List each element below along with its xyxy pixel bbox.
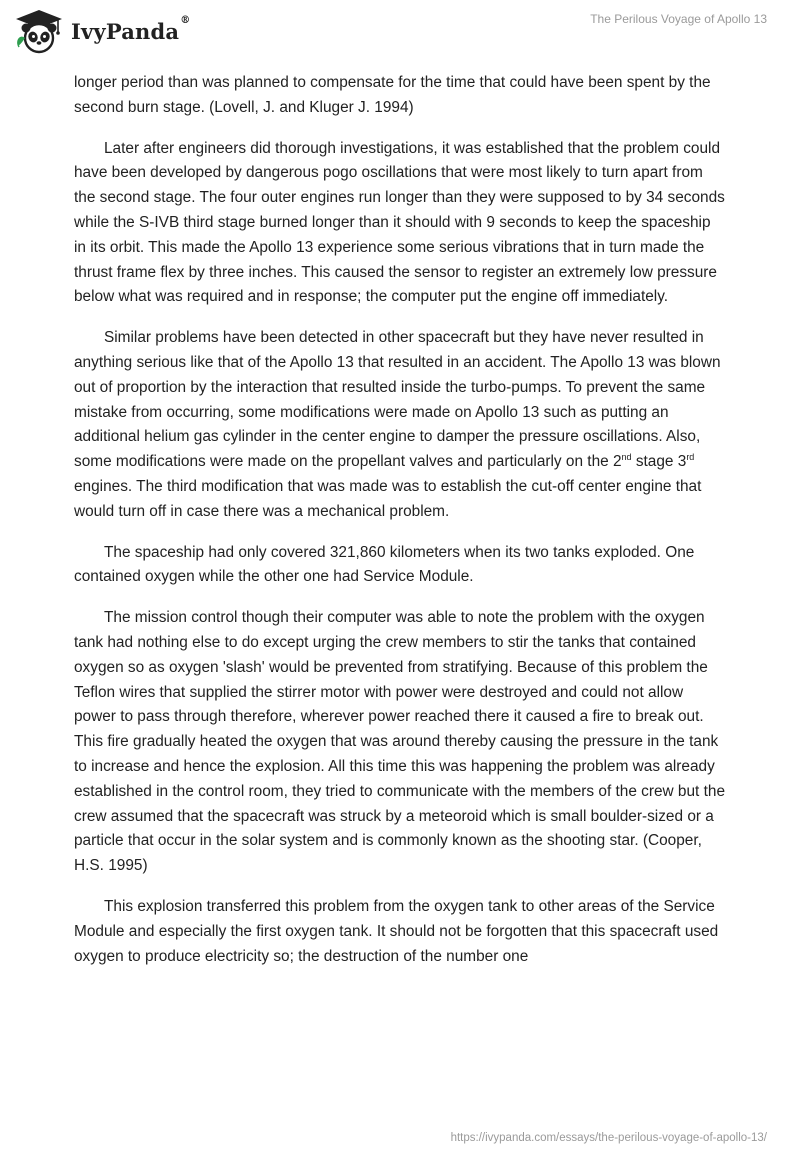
paragraph-3-text-c: engines. The third modification that was made was to establish the cut-off center engine that would turn off in case there was a mechanical problem.: [74, 477, 702, 520]
ordinal-superscript-nd: nd: [621, 452, 632, 463]
paragraph-6: This explosion transferred this problem from the oxygen tank to other areas of the Service Module and especially the first oxygen tank. It should not be forgotten that this spacecraft used oxygen to produce electricity so; the destruction of the number one: [74, 897, 719, 965]
paragraph-3-text-a: Similar problems have been detected in other spacecraft but they have never resulted in anything serious like that of the Apollo 13 that resulted in an accident. The Apollo 13 was blown out of proportion by the interaction that resulted inside the turbo-pumps. To prevent the same mistake from occurring, some modifications were made on Apollo 13 such as putting an additional helium gas cylinder in the center engine to damper the pressure oscillations. Also, some modifications were made on the propellant valves and particularly on the 2: [74, 329, 721, 471]
paragraph-1: longer period than was planned to compensate for the time that could have been spent by the second burn stage. (Lovell, J. and Kluger J. 1994): [74, 74, 711, 116]
brand-logo[interactable]: [14, 8, 190, 54]
source-url-link[interactable]: https://ivypanda.com/essays/the-perilous-voyage-of-apollo-13/: [450, 1132, 767, 1144]
brand-name: IvyPanda®: [71, 14, 191, 44]
paragraph-3: [74, 326, 726, 524]
page-header: [0, 0, 800, 64]
ordinal-superscript-rd: rd: [686, 452, 695, 463]
panda-graduation-cap-icon: [14, 8, 64, 54]
paragraph-3-text-b: stage 3: [631, 453, 687, 471]
paragraph-5: The mission control though their computer was able to note the problem with the oxygen tank had nothing else to do except urging the crew members to stir the tanks that contained oxygen so as oxygen 'slash' would be prevented from stratifying. Because of this problem the Teflon wires that supplied the stirrer motor with power were destroyed and could not allow power to pass through therefore, wherever power reached there it caused a fire to break out. This fire gradually heated the oxygen that was around thereby causing the pressure in the tank to increase and hence the explosion. All this time this was happening the problem was already established in the control room, they tried to communicate with the members of the crew but the crew assumed that the spacecraft was struck by a meteoroid which is small boulder-sized or a particle that occur in the solar system and is commonly known as the shooting star. (Cooper, H.S. 1995): [74, 609, 725, 875]
essay-body: [74, 71, 726, 985]
paragraph-2: Later after engineers did thorough investigations, it was established that the problem could have been developed by dangerous pogo oscillations that were most likely to turn apart from the second stage. The four outer engines run longer than they were supposed to by 34 seconds while the S-IVB third stage burned longer than it should with 9 seconds to keep the spaceship in its orbit. This made the Apollo 13 experience some serious vibrations that in turn made the thrust frame flex by three inches. This caused the sensor to register an extremely low pressure below what was required and in response; the computer put the engine off immediately.: [74, 139, 725, 306]
document-title: The Perilous Voyage of Apollo 13: [590, 12, 767, 26]
paragraph-4: The spaceship had only covered 321,860 kilometers when its two tanks exploded. One contained oxygen while the other one had Service Module.: [74, 543, 695, 586]
